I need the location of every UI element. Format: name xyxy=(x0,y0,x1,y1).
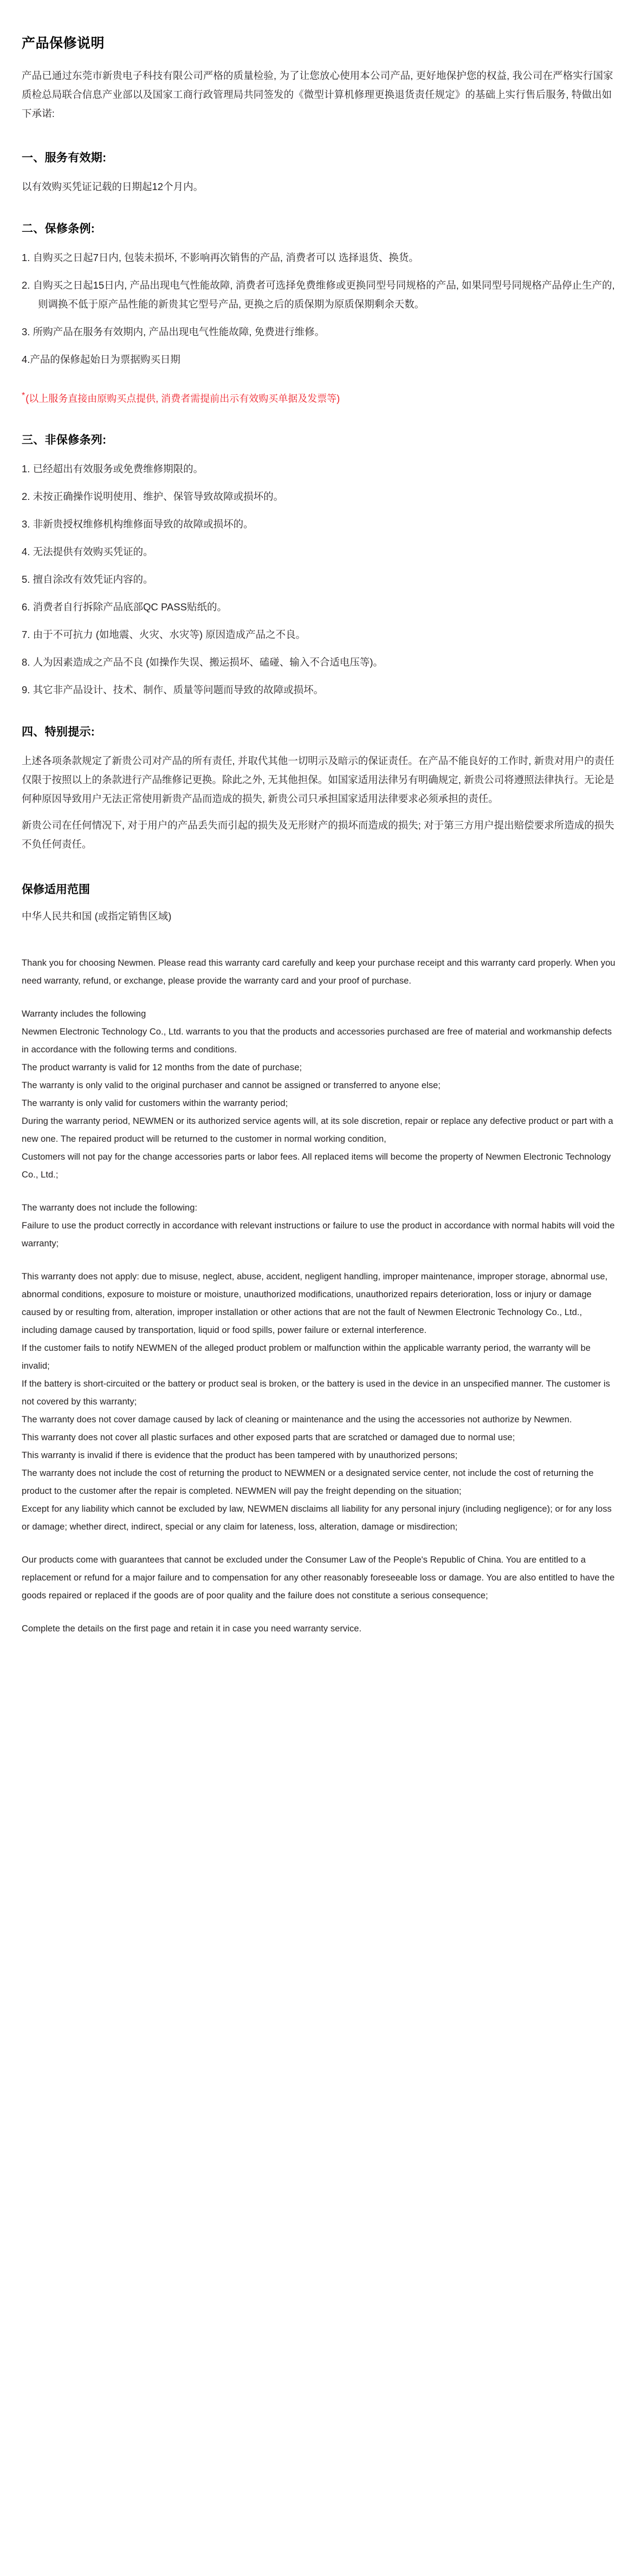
paragraph: Failure to use the product correctly in accordance with relevant instructions or failure to use the product in accordance with normal habits will void the warranty; xyxy=(22,1221,615,1248)
list-item: 5. 擅自涂改有效凭证内容的。 xyxy=(22,574,153,585)
list-item: 7. 由于不可抗力 (如地震、火灾、水灾等) 原因造成产品之不良。 xyxy=(22,629,306,640)
section-one-heading: 一、服务有效期: xyxy=(22,152,107,164)
paragraph: Except for any liability which cannot be excluded by law, NEWMEN disclaims all liability for any personal injury (including negligence); or for any loss or damage; whether direct, indirect, special or any claim for lateness, loss, alteration, damage or misdirection; xyxy=(22,1504,612,1532)
paragraph: This warranty is invalid if there is evidence that the product has been tampered with by unauthorized persons; xyxy=(22,1450,458,1460)
spacer xyxy=(22,1253,619,1268)
asterisk-icon: * xyxy=(22,391,25,400)
section-four-body xyxy=(22,751,619,854)
list-item: 9. 其它非产品设计、技术、制作、质量等问题而导致的故障或损坏。 xyxy=(22,684,324,695)
chinese-section xyxy=(22,32,619,925)
list-item: 4.产品的保修起始日为票据购买日期 xyxy=(22,354,180,365)
section-two-heading: 二、保修条例: xyxy=(22,223,95,235)
list-item: 3. 所购产品在服务有效期内, 产品出现电气性能故障, 免费进行维修。 xyxy=(22,326,325,337)
spacer xyxy=(22,1536,619,1551)
list-item: 3. 非新贵授权维修机构维修面导致的故障或损坏的。 xyxy=(22,518,254,530)
english-opening-paragraph: Thank you for choosing Newmen. Please read this warranty card carefully and keep your purchase receipt and this warranty card properly. When you need warranty, refund, or exchange, please provide the warranty card and your proof of purchase. xyxy=(22,958,616,986)
section-four-heading: 四、特别提示: xyxy=(22,726,95,738)
paragraph: 新贵公司在任何情况下, 对于用户的产品丢失而引起的损失及无形财产的损坏而造成的损失; 对于第三方用户提出赔偿要求所造成的损失不负任何责任。 xyxy=(22,819,614,850)
paragraph: If the customer fails to notify NEWMEN of the alleged product problem or malfunction within the applicable warranty period, the warranty will be invalid; xyxy=(22,1343,591,1371)
english-closing-paragraph: Complete the details on the first page and retain it in case you need warranty service. xyxy=(22,1624,362,1634)
warranty-note-text: (以上服务直接由原购买点提供, 消费者需提前出示有效购买单据及发票等) xyxy=(25,393,340,404)
paragraph: During the warranty period, NEWMEN or its authorized service agents will, at its sole discretion, repair or replace any defective product or part with a new one. The repaired product will be returned to the customer in normal working condition, xyxy=(22,1116,613,1144)
spacer xyxy=(22,1605,619,1620)
paragraph: The warranty is only valid for customers within the warranty period; xyxy=(22,1098,288,1108)
warranty-clause-list xyxy=(22,248,619,369)
list-item: 1. 已经超出有效服务或免费维修期限的。 xyxy=(22,463,204,474)
english-section xyxy=(22,954,619,1638)
spacer xyxy=(22,1184,619,1199)
consumer-law-paragraph: Our products come with guarantees that cannot be excluded under the Consumer Law of the People's Republic of China. You are entitled to a replacement or refund for a major failure and to compensation for any other reasonably foreseeable loss or damage. You are also entitled to have the goods repaired or replaced if the goods are of poor quality and the failure does not constitute a serious consequence; xyxy=(22,1555,615,1601)
list-item: 1. 自购买之日起7日内, 包装未损坏, 不影响再次销售的产品, 消费者可以 选择退货、换货。 xyxy=(22,252,419,263)
paragraph: The warranty does not cover damage caused by lack of cleaning or maintenance and the using the accessories not authorize by Newmen. xyxy=(22,1415,572,1424)
spacer xyxy=(22,990,619,1005)
section-one-body: 以有效购买凭证记载的日期起12个月内。 xyxy=(22,181,204,192)
paragraph: This warranty does not cover all plastic surfaces and other exposed parts that are scratched or damaged due to normal use; xyxy=(22,1433,515,1442)
paragraph: Newmen Electronic Technology Co., Ltd. warrants to you that the products and accessories purchased are free of material and workmanship defects in accordance with the following terms and conditions. xyxy=(22,1027,612,1055)
paragraph: Customers will not pay for the change accessories parts or labor fees. All replaced items will become the property of Newmen Electronic Technology Co., Ltd.; xyxy=(22,1152,611,1180)
list-item: 8. 人为因素造成之产品不良 (如操作失误、搬运损坏、磕碰、输入不合适电压等)。 xyxy=(22,656,384,668)
list-item: 2. 自购买之日起15日内, 产品出现电气性能故障, 消费者可选择免费维修或更换同型号同规格的产品, 如果同型号同规格产品停止生产的, 则调换不低于原产品性能的新贵其它型号产品, 更换之后的质保期为原质保期剩余天数。 xyxy=(22,279,615,310)
non-warranty-clause-list xyxy=(22,459,619,699)
list-item: 6. 消费者自行拆除产品底部QC PASS贴纸的。 xyxy=(22,601,227,613)
scope-body: 中华人民共和国 (或指定销售区域) xyxy=(22,910,172,922)
paragraph: If the battery is short-circuited or the battery or product seal is broken, or the battery is used in the device in an unspecified manner. The customer is not covered by this warranty; xyxy=(22,1379,610,1407)
paragraph: The warranty does not include the cost of returning the product to NEWMEN or a designated service center, not include the cost of returning the product to the customer after the repair is completed. NEWMEN will pay the freight depending on the situation; xyxy=(22,1468,594,1496)
page-title: 产品保修说明 xyxy=(22,36,105,51)
intro-block xyxy=(22,66,619,123)
paragraph: 上述各项条款规定了新贵公司对产品的所有责任, 并取代其他一切明示及暗示的保证责任。在产品不能良好的工作时, 新贵对用户的责任仅限于按照以上的条款进行产品维修记更换。除此之外, 无其他担保。如国家适用法律另有明确规定, 新贵公司将遵照法律执行。无论是何种原因导致用户无法正常使用新贵产品而造成的损失, 新贵公司只承担国家适用法律要求必须承担的责任。 xyxy=(22,755,614,804)
warranty-includes-heading: Warranty includes the following xyxy=(22,1009,146,1019)
section-three-heading: 三、非保修条列: xyxy=(22,434,107,446)
list-item: 2. 未按正确操作说明使用、维护、保管导致故障或损坏的。 xyxy=(22,491,284,502)
paragraph: The warranty is only valid to the original purchaser and cannot be assigned or transferred to anyone else; xyxy=(22,1081,441,1090)
scope-heading: 保修适用范围 xyxy=(22,883,90,896)
warranty-note-red xyxy=(22,387,619,407)
paragraph: This warranty does not apply: due to misuse, neglect, abuse, accident, negligent handling, improper maintenance, improper storage, abnormal use, abnormal conditions, exposure to moisture or moisture, unauthorized modifications, unauthorized repairs deterioration, loss or injury or damage caused by or resulting from, alteration, improper installation or other actions that are not the fault of Newmen Electronic Technology Co., Ltd., including damage caused by transportation, liquid or food spills, power failure or external interference. xyxy=(22,1272,608,1335)
list-item: 4. 无法提供有效购买凭证的。 xyxy=(22,546,153,557)
intro-paragraph: 产品已通过东莞市新贵电子科技有限公司严格的质量检验, 为了让您放心使用本公司产品, 更好地保护您的权益, 我公司在严格实行国家质检总局联合信息产业部以及国家工商行政管理局共同签发的《微型计算机修理更换退货责任规定》的基础上实行售后服务, 特做出如下承诺: xyxy=(22,70,613,119)
warranty-excludes-heading: The warranty does not include the following: xyxy=(22,1203,198,1213)
paragraph: The product warranty is valid for 12 months from the date of purchase; xyxy=(22,1063,302,1072)
